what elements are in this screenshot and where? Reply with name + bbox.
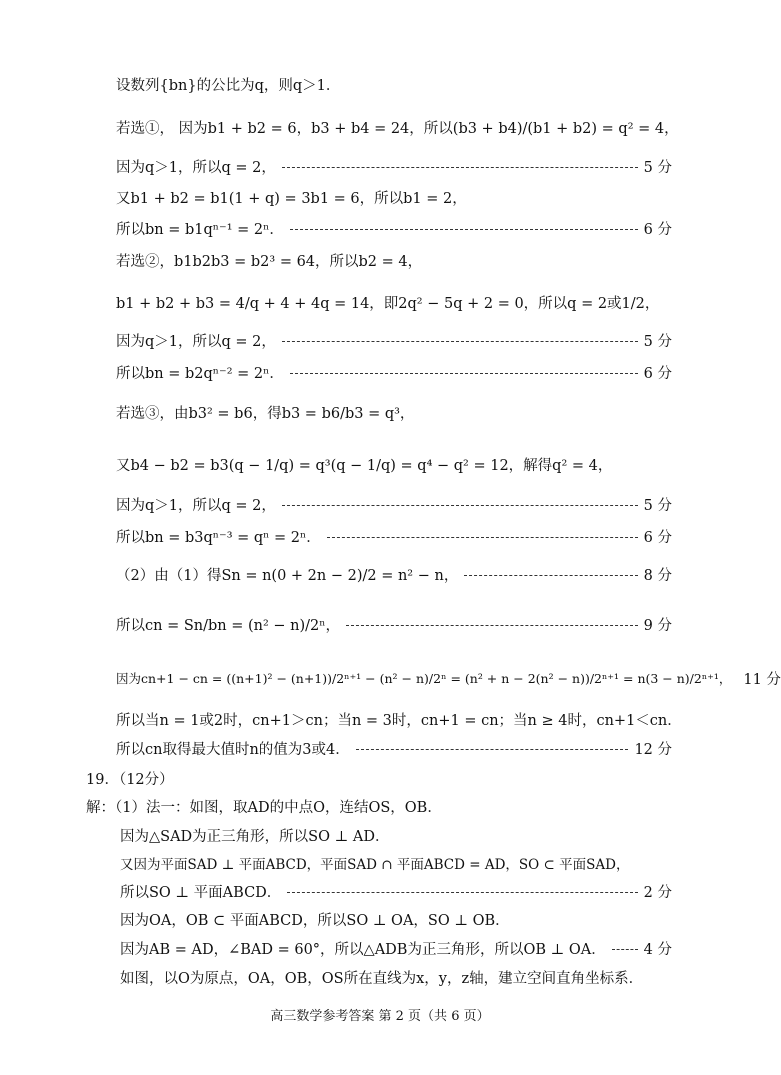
text-line — [116, 442, 672, 486]
line-9: 所以bn = b2qⁿ⁻² = 2ⁿ． — [116, 366, 284, 382]
dotted-leader — [356, 749, 629, 750]
line-1: 设数列{bn}的公比为q，则q＞1． — [116, 78, 341, 94]
line-5: 所以bn = b1qⁿ⁻¹ = 2ⁿ． — [116, 222, 284, 238]
text-line — [116, 330, 672, 351]
score-5: 5 分 — [643, 498, 672, 514]
text-line — [116, 156, 672, 177]
page-footer: 高三数学参考答案 第 2 页（共 6 页） — [270, 1009, 490, 1024]
dotted-leader — [327, 537, 638, 538]
text-line — [116, 526, 672, 547]
line-23: 所以SO ⊥ 平面ABCD． — [120, 885, 282, 901]
line-26: 如图，以O为原点，OA，OB，OS所在直线为x，y，z轴，建立空间直角坐标系． — [120, 971, 644, 987]
text-line — [116, 280, 672, 324]
line-25: 因为AB = AD，∠BAD = 60°，所以△ADB为正三角形，所以OB ⊥ OA． — [120, 942, 606, 958]
line-21: 因为△SAD为正三角形，所以SO ⊥ AD． — [120, 829, 390, 845]
score-8: 8 分 — [643, 567, 672, 584]
text-line — [116, 105, 679, 149]
score-5: 5 分 — [643, 160, 672, 176]
line-2: 若选①， 因为b1 + b2 = 6，b3 + b4 = 24，所以(b3 + b4)/(b1 + b2) = q² = 4， — [116, 120, 679, 137]
score-11: 11 分 — [743, 671, 781, 688]
text-line — [116, 656, 781, 700]
line-3: 因为q＞1，所以q = 2， — [116, 160, 276, 176]
question-19-heading: 19．（12分） — [86, 772, 174, 788]
line-14: （2）由（1）得Sn = n(0 + 2n − 2)/2 = n² − n， — [116, 567, 459, 584]
dotted-leader — [290, 373, 638, 374]
text-line — [116, 218, 672, 239]
score-6: 6 分 — [643, 222, 672, 238]
score-9: 9 分 — [643, 617, 672, 634]
text-line — [116, 602, 672, 646]
line-16: 因为cn+1 − cn = ((n+1)² − (n+1))/2ⁿ⁺¹ − (n² − n)/2ⁿ = (n² + n − 2(n² − n))/2ⁿ⁺¹ = n(3 − n)/2ⁿ⁺¹， — [116, 671, 732, 686]
text-line — [120, 853, 672, 873]
score-6: 6 分 — [643, 530, 672, 546]
dotted-leader — [346, 625, 638, 626]
dotted-leader — [282, 167, 638, 168]
line-12: 因为q＞1，所以q = 2， — [116, 498, 276, 514]
dotted-leader — [282, 505, 638, 506]
line-6: 若选②，b1b2b3 = b2³ = 64，所以b2 = 4， — [116, 254, 423, 270]
text-line — [120, 967, 672, 988]
score-2: 2 分 — [643, 885, 672, 901]
line-4: 又b1 + b2 = b1(1 + q) = 3b1 = 6，所以b1 = 2， — [116, 191, 467, 207]
text-line — [116, 74, 672, 95]
line-13: 所以bn = b3qⁿ⁻³ = qⁿ = 2ⁿ． — [116, 530, 321, 546]
dotted-leader — [464, 575, 637, 576]
dotted-leader — [282, 341, 638, 342]
dotted-leader — [612, 949, 638, 950]
text-line — [120, 938, 672, 959]
line-8: 因为q＞1，所以q = 2， — [116, 334, 276, 350]
text-line — [116, 362, 672, 383]
text-line — [116, 738, 672, 759]
line-10: 若选③，由b3² = b6，得b3 = b6/b3 = q³， — [116, 405, 415, 422]
text-line — [116, 494, 672, 515]
score-6: 6 分 — [643, 366, 672, 382]
line-15: 所以cn = Sn/bn = (n² − n)/2ⁿ， — [116, 617, 341, 634]
dotted-leader — [287, 892, 637, 893]
text-line — [116, 390, 672, 434]
text-line — [120, 881, 672, 902]
line-7: b1 + b2 + b3 = 4/q + 4 + 4q = 14，即2q² − 5q + 2 = 0，所以q = 2或1/2， — [116, 295, 660, 312]
text-line — [116, 552, 672, 596]
score-4: 4 分 — [643, 942, 672, 958]
score-5: 5 分 — [643, 334, 672, 350]
line-11: 又b4 − b2 = b3(q − 1/q) = q³(q − 1/q) = q⁴ − q² = 12，解得q² = 4， — [116, 457, 613, 474]
text-line — [120, 825, 672, 846]
line-17: 所以当n = 1或2时，cn+1＞cn；当n = 3时，cn+1 = cn；当n ≥ 4时，cn+1＜cn． — [116, 713, 682, 729]
line-24: 因为OA，OB ⊂ 平面ABCD，所以SO ⊥ OA，SO ⊥ OB． — [120, 913, 510, 929]
text-line — [116, 709, 682, 730]
text-line — [116, 250, 672, 271]
text-line — [120, 909, 672, 930]
score-12: 12 分 — [634, 742, 672, 758]
text-line — [116, 187, 672, 208]
dotted-leader — [290, 229, 638, 230]
line-22: 又因为平面SAD ⊥ 平面ABCD，平面SAD ∩ 平面ABCD = AD，SO ⊂ 平面SAD， — [120, 857, 630, 873]
solution-start: 解：（1）法一：如图，取AD的中点O，连结OS，OB． — [86, 800, 442, 816]
line-18: 所以cn取得最大值时n的值为3或4． — [116, 742, 350, 758]
